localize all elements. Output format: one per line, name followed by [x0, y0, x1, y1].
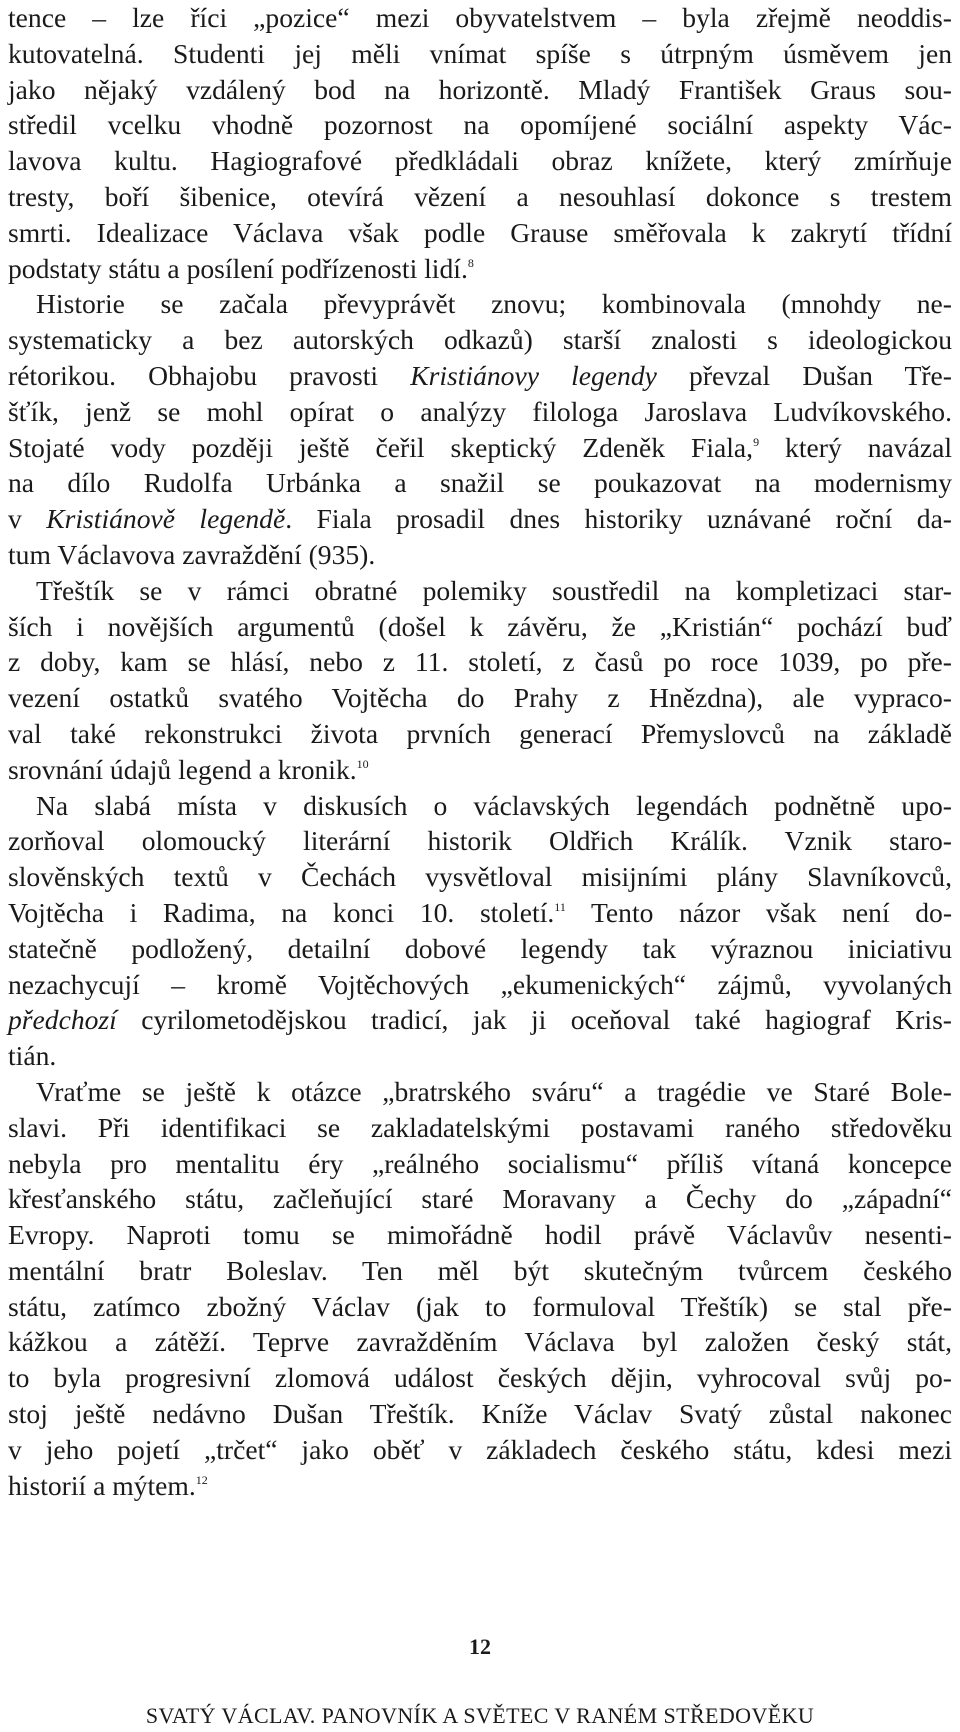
text-line-37	[8, 1289, 952, 1325]
text-line-17	[8, 573, 952, 609]
body-text	[8, 0, 952, 1503]
text-line-19	[8, 644, 952, 680]
text-line-26	[8, 895, 952, 931]
text-run: slověnských textů v Čechách vysvětloval misijními plány Slavníkovců,	[8, 861, 952, 893]
text-run: nezachycují – kromě Vojtěchových „ekumenických“ zájmů, vyvolaných	[8, 968, 952, 1000]
page-number: 12	[469, 1634, 491, 1659]
footnote-ref-9: 9	[753, 434, 760, 449]
text-run: systematicky a bez autorských odkazů) starší znalosti s ideologickou	[8, 324, 952, 356]
text-line-8	[8, 251, 952, 287]
text-run: Tento názor však není do-	[565, 896, 953, 928]
text-line-4	[8, 107, 952, 143]
text-run: Na slabá místa v diskusích o václavských legendách podnětně upo-	[36, 789, 952, 821]
text-line-28	[8, 967, 952, 1003]
footnote-ref-10: 10	[356, 756, 369, 771]
text-run: kážkou a zátěží. Teprve zavražděním Václava byl založen český stát,	[8, 1326, 952, 1358]
text-run: tresty, boří šibenice, otevírá vězení a nesouhlasí dokonce s trestem	[8, 180, 952, 212]
text-line-18	[8, 609, 952, 645]
text-line-3	[8, 72, 952, 108]
text-line-23	[8, 788, 952, 824]
text-line-38	[8, 1324, 952, 1360]
text-line-2	[8, 36, 952, 72]
text-run: Vojtěcha i Radima, na konci 10. století.	[8, 896, 555, 928]
text-run: Třeštík se v rámci obratné polemiky soustředil na kompletizaci star-	[36, 574, 952, 606]
text-line-31	[8, 1074, 952, 1110]
text-run: cyrilometodějskou tradicí, jak ji oceňoval také hagiograf Kris-	[116, 1004, 952, 1036]
text-run: Historie se začala převyprávět znovu; kombinovala (mnohdy ne-	[36, 288, 952, 320]
italic-title: Kristiánově legendě	[46, 503, 286, 535]
text-run: státu, zatímco zbožný Václav (jak to formuloval Třeštík) se stal pře-	[8, 1290, 952, 1322]
text-run: zorňoval olomoucký literární historik Oldřich Králík. Vznik staro-	[8, 825, 952, 857]
text-line-25	[8, 859, 952, 895]
footnote-ref-12: 12	[195, 1472, 208, 1487]
text-run: tum Václavova zavraždění (935).	[8, 538, 376, 570]
italic-word: předchozí	[8, 1004, 117, 1036]
text-run: lavova kultu. Hagiografové předkládali obraz knížete, který zmírňuje	[8, 145, 952, 177]
text-run: převzal Dušan Tře-	[656, 359, 952, 391]
footnote-ref-11: 11	[554, 899, 566, 914]
running-footer: SVATÝ VÁCLAV. PANOVNÍK A SVĚTEC V RANÉM STŘEDOVĚKU	[145, 1703, 815, 1728]
text-line-22	[8, 752, 952, 788]
text-run: jako nějaký vzdálený bod na horizontě. Mladý František Graus sou-	[8, 73, 952, 105]
text-run: v	[8, 503, 47, 535]
text-line-20	[8, 680, 952, 716]
text-run: smrti. Idealizace Václava však podle Grause směřovala k zakrytí třídní	[8, 216, 952, 248]
text-run: Vraťme se ještě k otázce „bratrského sváru“ a tragédie ve Staré Bole-	[36, 1075, 952, 1107]
text-run: Evropy. Naproti tomu se mimořádně hodil právě Václavův nesenti-	[8, 1219, 952, 1251]
text-line-7	[8, 215, 952, 251]
text-run: mentální bratr Boleslav. Ten měl být skutečným tvůrcem českého	[8, 1254, 952, 1286]
text-run: slavi. Při identifikaci se zakladatelskými postavami raného středověku	[8, 1111, 952, 1143]
text-line-32	[8, 1110, 952, 1146]
text-line-40	[8, 1396, 952, 1432]
text-line-27	[8, 931, 952, 967]
text-run: šťík, jenž se mohl opírat o analýzy filologa Jaroslava Ludvíkovského.	[8, 395, 952, 427]
text-run: stoj ještě nedávno Dušan Třeštík. Kníže Václav Svatý zůstal nakonec	[8, 1398, 952, 1430]
text-run: kutovatelná. Studenti jej měli vnímat spíše s útrpným úsměvem jen	[8, 37, 952, 69]
text-line-13	[8, 430, 952, 466]
text-line-35	[8, 1217, 952, 1253]
page-body	[8, 0, 952, 1503]
text-run: ších i novějších argumentů (došel k závěru, že „Kristián“ pochází buď	[8, 610, 952, 642]
text-run: tián.	[8, 1040, 57, 1072]
footnote-ref-8: 8	[467, 255, 474, 270]
text-line-11	[8, 358, 952, 394]
text-run: středil vcelku vhodně pozornost na opomíjené sociální aspekty Vác-	[8, 109, 952, 141]
text-line-41	[8, 1432, 952, 1468]
text-run: rétorikou. Obhajobu pravosti	[8, 359, 411, 391]
text-line-33	[8, 1146, 952, 1182]
text-line-9	[8, 286, 952, 322]
text-run: vezení ostatků svatého Vojtěcha do Prahy z Hnězdna), ale vypraco-	[8, 682, 952, 714]
text-run: který navázal	[759, 431, 952, 463]
text-line-30	[8, 1038, 952, 1074]
text-run: křesťanského státu, začleňující staré Moravany a Čechy do „západní“	[8, 1183, 952, 1215]
text-run: Stojaté vody později ještě čeřil skeptický Zdeněk Fiala,	[8, 431, 754, 463]
italic-title: Kristiánovy legendy	[410, 359, 657, 391]
text-line-24	[8, 823, 952, 859]
text-line-36	[8, 1253, 952, 1289]
text-run: tence – lze říci „pozice“ mezi obyvatelstvem – byla zřejmě neoddis-	[8, 2, 952, 33]
text-run: podstaty státu a posílení podřízenosti lidí.	[8, 252, 468, 284]
text-run: z doby, kam se hlásí, nebo z 11. století, z časů po roce 1039, po pře-	[8, 646, 952, 678]
text-line-21	[8, 716, 952, 752]
text-line-34	[8, 1181, 952, 1217]
text-run: statečně podložený, detailní dobové legendy tak výraznou iniciativu	[8, 932, 952, 964]
text-run: to byla progresivní zlomová událost českých dějin, vyhrocoval svůj po-	[8, 1362, 952, 1394]
text-line-15	[8, 501, 952, 537]
text-run: historií a mýtem.	[8, 1469, 196, 1501]
text-line-6	[8, 179, 952, 215]
text-run: . Fiala prosadil dnes historiky uznávané roční da-	[285, 503, 953, 535]
text-line-1	[8, 0, 952, 36]
text-line-10	[8, 322, 952, 358]
text-line-12	[8, 394, 952, 430]
text-run: nebyla pro mentalitu éry „reálného socialismu“ příliš vítaná koncepce	[8, 1147, 952, 1179]
text-line-42	[8, 1468, 952, 1504]
text-line-5	[8, 143, 952, 179]
text-run: v jeho pojetí „trčet“ jako oběť v základech českého státu, kdesi mezi	[8, 1433, 952, 1465]
text-run: val také rekonstrukci života prvních generací Přemyslovců na základě	[8, 717, 952, 749]
text-line-16	[8, 537, 952, 573]
text-run: srovnání údajů legend a kronik.	[8, 753, 357, 785]
text-line-29	[8, 1002, 952, 1038]
text-line-14	[8, 465, 952, 501]
text-line-39	[8, 1360, 952, 1396]
text-run: na dílo Rudolfa Urbánka a snažil se poukazovat na modernismy	[8, 467, 952, 499]
